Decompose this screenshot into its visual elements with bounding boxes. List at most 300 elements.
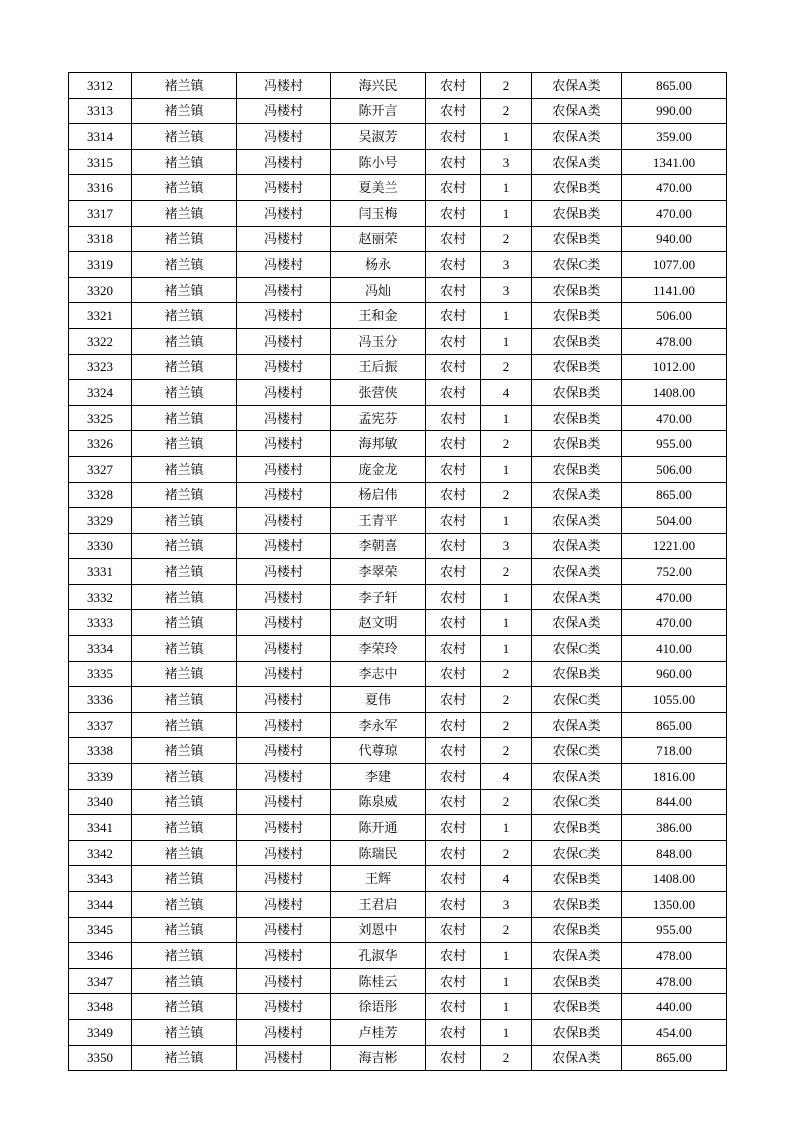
table-row bbox=[69, 738, 727, 764]
cell-person-count: 2 bbox=[481, 840, 532, 866]
cell-insurance-category: 农保A类 bbox=[532, 508, 622, 534]
cell-serial-number: 3341 bbox=[69, 815, 132, 841]
cell-person-count: 2 bbox=[481, 226, 532, 252]
cell-person-count: 3 bbox=[481, 892, 532, 918]
cell-person-count: 3 bbox=[481, 533, 532, 559]
cell-person-name: 杨永 bbox=[331, 252, 426, 278]
cell-insurance-category: 农保A类 bbox=[532, 764, 622, 790]
cell-person-name: 陈开言 bbox=[331, 98, 426, 124]
table-row bbox=[69, 508, 727, 534]
table-row bbox=[69, 277, 727, 303]
table-row bbox=[69, 968, 727, 994]
table-row bbox=[69, 584, 727, 610]
cell-residence-type: 农村 bbox=[426, 1045, 481, 1071]
cell-amount: 1816.00 bbox=[622, 764, 727, 790]
cell-person-name: 赵丽荣 bbox=[331, 226, 426, 252]
cell-amount: 955.00 bbox=[622, 917, 727, 943]
cell-amount: 1055.00 bbox=[622, 687, 727, 713]
cell-residence-type: 农村 bbox=[426, 328, 481, 354]
cell-residence-type: 农村 bbox=[426, 815, 481, 841]
table-row bbox=[69, 559, 727, 585]
cell-village: 冯楼村 bbox=[237, 687, 331, 713]
cell-village: 冯楼村 bbox=[237, 226, 331, 252]
cell-residence-type: 农村 bbox=[426, 277, 481, 303]
cell-person-name: 李朝喜 bbox=[331, 533, 426, 559]
cell-residence-type: 农村 bbox=[426, 124, 481, 150]
cell-town: 褚兰镇 bbox=[132, 764, 237, 790]
cell-amount: 865.00 bbox=[622, 712, 727, 738]
cell-town: 褚兰镇 bbox=[132, 994, 237, 1020]
cell-town: 褚兰镇 bbox=[132, 200, 237, 226]
cell-amount: 752.00 bbox=[622, 559, 727, 585]
table-row bbox=[69, 840, 727, 866]
cell-person-name: 海邦敏 bbox=[331, 431, 426, 457]
cell-person-count: 3 bbox=[481, 252, 532, 278]
table-row bbox=[69, 405, 727, 431]
cell-town: 褚兰镇 bbox=[132, 226, 237, 252]
cell-insurance-category: 农保B类 bbox=[532, 1019, 622, 1045]
cell-village: 冯楼村 bbox=[237, 124, 331, 150]
cell-person-name: 刘恩中 bbox=[331, 917, 426, 943]
table-row bbox=[69, 789, 727, 815]
cell-person-count: 1 bbox=[481, 200, 532, 226]
cell-serial-number: 3320 bbox=[69, 277, 132, 303]
cell-person-name: 夏美兰 bbox=[331, 175, 426, 201]
cell-town: 褚兰镇 bbox=[132, 508, 237, 534]
cell-person-count: 1 bbox=[481, 508, 532, 534]
cell-town: 褚兰镇 bbox=[132, 892, 237, 918]
cell-person-name: 吴淑芳 bbox=[331, 124, 426, 150]
cell-residence-type: 农村 bbox=[426, 533, 481, 559]
cell-town: 褚兰镇 bbox=[132, 917, 237, 943]
cell-serial-number: 3327 bbox=[69, 456, 132, 482]
cell-person-name: 王青平 bbox=[331, 508, 426, 534]
cell-town: 褚兰镇 bbox=[132, 533, 237, 559]
cell-residence-type: 农村 bbox=[426, 252, 481, 278]
cell-amount: 470.00 bbox=[622, 584, 727, 610]
cell-residence-type: 农村 bbox=[426, 456, 481, 482]
cell-residence-type: 农村 bbox=[426, 431, 481, 457]
cell-insurance-category: 农保A类 bbox=[532, 1045, 622, 1071]
cell-amount: 386.00 bbox=[622, 815, 727, 841]
table-row bbox=[69, 661, 727, 687]
cell-serial-number: 3344 bbox=[69, 892, 132, 918]
cell-town: 褚兰镇 bbox=[132, 456, 237, 482]
cell-serial-number: 3312 bbox=[69, 73, 132, 99]
table-row bbox=[69, 303, 727, 329]
cell-town: 褚兰镇 bbox=[132, 866, 237, 892]
cell-insurance-category: 农保B类 bbox=[532, 815, 622, 841]
cell-person-name: 海吉彬 bbox=[331, 1045, 426, 1071]
cell-town: 褚兰镇 bbox=[132, 431, 237, 457]
cell-village: 冯楼村 bbox=[237, 277, 331, 303]
cell-insurance-category: 农保B类 bbox=[532, 175, 622, 201]
cell-amount: 1221.00 bbox=[622, 533, 727, 559]
cell-amount: 440.00 bbox=[622, 994, 727, 1020]
cell-amount: 1408.00 bbox=[622, 866, 727, 892]
cell-town: 褚兰镇 bbox=[132, 943, 237, 969]
cell-person-name: 陈泉威 bbox=[331, 789, 426, 815]
cell-amount: 848.00 bbox=[622, 840, 727, 866]
cell-insurance-category: 农保A类 bbox=[532, 712, 622, 738]
cell-serial-number: 3337 bbox=[69, 712, 132, 738]
cell-amount: 410.00 bbox=[622, 636, 727, 662]
cell-person-count: 1 bbox=[481, 1019, 532, 1045]
cell-person-name: 陈瑞民 bbox=[331, 840, 426, 866]
cell-town: 褚兰镇 bbox=[132, 610, 237, 636]
pension-roster-table bbox=[68, 72, 727, 1071]
table-row bbox=[69, 124, 727, 150]
cell-residence-type: 农村 bbox=[426, 584, 481, 610]
table-row bbox=[69, 1019, 727, 1045]
cell-residence-type: 农村 bbox=[426, 968, 481, 994]
cell-residence-type: 农村 bbox=[426, 712, 481, 738]
cell-person-name: 冯灿 bbox=[331, 277, 426, 303]
cell-serial-number: 3318 bbox=[69, 226, 132, 252]
cell-village: 冯楼村 bbox=[237, 943, 331, 969]
table-row bbox=[69, 98, 727, 124]
cell-amount: 470.00 bbox=[622, 405, 727, 431]
cell-person-count: 2 bbox=[481, 73, 532, 99]
cell-amount: 470.00 bbox=[622, 610, 727, 636]
table-body bbox=[69, 73, 727, 1071]
table-row bbox=[69, 892, 727, 918]
table-row bbox=[69, 328, 727, 354]
cell-village: 冯楼村 bbox=[237, 892, 331, 918]
cell-residence-type: 农村 bbox=[426, 380, 481, 406]
cell-insurance-category: 农保B类 bbox=[532, 661, 622, 687]
cell-serial-number: 3322 bbox=[69, 328, 132, 354]
cell-amount: 940.00 bbox=[622, 226, 727, 252]
cell-serial-number: 3345 bbox=[69, 917, 132, 943]
cell-serial-number: 3325 bbox=[69, 405, 132, 431]
cell-residence-type: 农村 bbox=[426, 149, 481, 175]
cell-insurance-category: 农保A类 bbox=[532, 943, 622, 969]
table-row bbox=[69, 610, 727, 636]
cell-person-name: 王和金 bbox=[331, 303, 426, 329]
cell-person-count: 2 bbox=[481, 687, 532, 713]
cell-insurance-category: 农保A类 bbox=[532, 584, 622, 610]
cell-person-count: 2 bbox=[481, 712, 532, 738]
cell-residence-type: 农村 bbox=[426, 226, 481, 252]
cell-person-count: 2 bbox=[481, 917, 532, 943]
cell-amount: 1077.00 bbox=[622, 252, 727, 278]
cell-insurance-category: 农保C类 bbox=[532, 840, 622, 866]
cell-village: 冯楼村 bbox=[237, 866, 331, 892]
cell-town: 褚兰镇 bbox=[132, 1019, 237, 1045]
cell-person-count: 2 bbox=[481, 482, 532, 508]
cell-village: 冯楼村 bbox=[237, 200, 331, 226]
cell-person-count: 1 bbox=[481, 636, 532, 662]
cell-town: 褚兰镇 bbox=[132, 73, 237, 99]
table-row bbox=[69, 764, 727, 790]
cell-village: 冯楼村 bbox=[237, 764, 331, 790]
table-row bbox=[69, 73, 727, 99]
cell-person-count: 1 bbox=[481, 456, 532, 482]
cell-serial-number: 3316 bbox=[69, 175, 132, 201]
cell-person-count: 3 bbox=[481, 277, 532, 303]
cell-person-count: 3 bbox=[481, 149, 532, 175]
cell-insurance-category: 农保A类 bbox=[532, 559, 622, 585]
cell-village: 冯楼村 bbox=[237, 508, 331, 534]
cell-residence-type: 农村 bbox=[426, 866, 481, 892]
cell-person-name: 孔淑华 bbox=[331, 943, 426, 969]
cell-town: 褚兰镇 bbox=[132, 687, 237, 713]
cell-serial-number: 3342 bbox=[69, 840, 132, 866]
cell-serial-number: 3350 bbox=[69, 1045, 132, 1071]
cell-person-name: 张营侠 bbox=[331, 380, 426, 406]
cell-insurance-category: 农保B类 bbox=[532, 866, 622, 892]
cell-town: 褚兰镇 bbox=[132, 1045, 237, 1071]
cell-person-count: 4 bbox=[481, 866, 532, 892]
cell-town: 褚兰镇 bbox=[132, 252, 237, 278]
cell-serial-number: 3349 bbox=[69, 1019, 132, 1045]
cell-village: 冯楼村 bbox=[237, 840, 331, 866]
cell-town: 褚兰镇 bbox=[132, 482, 237, 508]
cell-serial-number: 3346 bbox=[69, 943, 132, 969]
cell-residence-type: 农村 bbox=[426, 73, 481, 99]
cell-insurance-category: 农保C类 bbox=[532, 252, 622, 278]
cell-amount: 1141.00 bbox=[622, 277, 727, 303]
cell-person-count: 1 bbox=[481, 175, 532, 201]
cell-person-name: 李翠荣 bbox=[331, 559, 426, 585]
cell-residence-type: 农村 bbox=[426, 559, 481, 585]
cell-village: 冯楼村 bbox=[237, 789, 331, 815]
cell-residence-type: 农村 bbox=[426, 994, 481, 1020]
cell-amount: 1012.00 bbox=[622, 354, 727, 380]
cell-serial-number: 3324 bbox=[69, 380, 132, 406]
table-row bbox=[69, 380, 727, 406]
cell-serial-number: 3329 bbox=[69, 508, 132, 534]
cell-residence-type: 农村 bbox=[426, 405, 481, 431]
cell-town: 褚兰镇 bbox=[132, 559, 237, 585]
cell-village: 冯楼村 bbox=[237, 661, 331, 687]
cell-serial-number: 3334 bbox=[69, 636, 132, 662]
cell-amount: 955.00 bbox=[622, 431, 727, 457]
cell-insurance-category: 农保A类 bbox=[532, 533, 622, 559]
cell-village: 冯楼村 bbox=[237, 815, 331, 841]
cell-town: 褚兰镇 bbox=[132, 303, 237, 329]
cell-insurance-category: 农保B类 bbox=[532, 968, 622, 994]
cell-person-name: 闫玉梅 bbox=[331, 200, 426, 226]
cell-person-name: 王后振 bbox=[331, 354, 426, 380]
cell-person-count: 1 bbox=[481, 968, 532, 994]
cell-person-count: 4 bbox=[481, 380, 532, 406]
table-row bbox=[69, 917, 727, 943]
cell-village: 冯楼村 bbox=[237, 482, 331, 508]
cell-serial-number: 3319 bbox=[69, 252, 132, 278]
cell-village: 冯楼村 bbox=[237, 917, 331, 943]
table-row bbox=[69, 175, 727, 201]
cell-insurance-category: 农保B类 bbox=[532, 226, 622, 252]
cell-person-count: 2 bbox=[481, 738, 532, 764]
cell-person-count: 2 bbox=[481, 431, 532, 457]
cell-person-name: 陈小号 bbox=[331, 149, 426, 175]
cell-village: 冯楼村 bbox=[237, 1019, 331, 1045]
cell-village: 冯楼村 bbox=[237, 252, 331, 278]
cell-insurance-category: 农保A类 bbox=[532, 124, 622, 150]
table-row bbox=[69, 149, 727, 175]
cell-amount: 504.00 bbox=[622, 508, 727, 534]
cell-serial-number: 3348 bbox=[69, 994, 132, 1020]
table-row bbox=[69, 866, 727, 892]
cell-person-count: 1 bbox=[481, 943, 532, 969]
cell-village: 冯楼村 bbox=[237, 380, 331, 406]
cell-insurance-category: 农保A类 bbox=[532, 98, 622, 124]
cell-person-name: 陈开通 bbox=[331, 815, 426, 841]
cell-town: 褚兰镇 bbox=[132, 380, 237, 406]
cell-serial-number: 3315 bbox=[69, 149, 132, 175]
cell-residence-type: 农村 bbox=[426, 789, 481, 815]
cell-village: 冯楼村 bbox=[237, 405, 331, 431]
cell-town: 褚兰镇 bbox=[132, 840, 237, 866]
cell-residence-type: 农村 bbox=[426, 687, 481, 713]
cell-person-count: 1 bbox=[481, 584, 532, 610]
table-row bbox=[69, 456, 727, 482]
cell-amount: 1408.00 bbox=[622, 380, 727, 406]
cell-amount: 844.00 bbox=[622, 789, 727, 815]
cell-amount: 506.00 bbox=[622, 303, 727, 329]
cell-person-name: 海兴民 bbox=[331, 73, 426, 99]
cell-serial-number: 3331 bbox=[69, 559, 132, 585]
cell-village: 冯楼村 bbox=[237, 968, 331, 994]
cell-residence-type: 农村 bbox=[426, 943, 481, 969]
cell-amount: 1350.00 bbox=[622, 892, 727, 918]
cell-residence-type: 农村 bbox=[426, 610, 481, 636]
cell-town: 褚兰镇 bbox=[132, 328, 237, 354]
table-row bbox=[69, 994, 727, 1020]
cell-serial-number: 3340 bbox=[69, 789, 132, 815]
cell-village: 冯楼村 bbox=[237, 431, 331, 457]
cell-town: 褚兰镇 bbox=[132, 636, 237, 662]
cell-town: 褚兰镇 bbox=[132, 815, 237, 841]
cell-person-name: 徐语彤 bbox=[331, 994, 426, 1020]
cell-person-count: 1 bbox=[481, 303, 532, 329]
cell-town: 褚兰镇 bbox=[132, 149, 237, 175]
cell-insurance-category: 农保B类 bbox=[532, 994, 622, 1020]
cell-insurance-category: 农保C类 bbox=[532, 789, 622, 815]
cell-person-name: 代尊琼 bbox=[331, 738, 426, 764]
cell-person-count: 4 bbox=[481, 764, 532, 790]
cell-village: 冯楼村 bbox=[237, 354, 331, 380]
cell-town: 褚兰镇 bbox=[132, 124, 237, 150]
table-row bbox=[69, 687, 727, 713]
cell-village: 冯楼村 bbox=[237, 73, 331, 99]
cell-amount: 470.00 bbox=[622, 175, 727, 201]
table-row bbox=[69, 533, 727, 559]
cell-village: 冯楼村 bbox=[237, 328, 331, 354]
cell-person-count: 1 bbox=[481, 610, 532, 636]
cell-town: 褚兰镇 bbox=[132, 661, 237, 687]
cell-person-count: 2 bbox=[481, 98, 532, 124]
cell-residence-type: 农村 bbox=[426, 175, 481, 201]
cell-town: 褚兰镇 bbox=[132, 354, 237, 380]
cell-insurance-category: 农保C类 bbox=[532, 738, 622, 764]
cell-town: 褚兰镇 bbox=[132, 98, 237, 124]
cell-person-name: 李志中 bbox=[331, 661, 426, 687]
cell-residence-type: 农村 bbox=[426, 508, 481, 534]
cell-residence-type: 农村 bbox=[426, 354, 481, 380]
cell-amount: 865.00 bbox=[622, 73, 727, 99]
cell-insurance-category: 农保B类 bbox=[532, 380, 622, 406]
cell-residence-type: 农村 bbox=[426, 1019, 481, 1045]
cell-town: 褚兰镇 bbox=[132, 277, 237, 303]
table-row bbox=[69, 252, 727, 278]
cell-amount: 454.00 bbox=[622, 1019, 727, 1045]
cell-village: 冯楼村 bbox=[237, 610, 331, 636]
cell-insurance-category: 农保B类 bbox=[532, 303, 622, 329]
cell-village: 冯楼村 bbox=[237, 738, 331, 764]
cell-residence-type: 农村 bbox=[426, 840, 481, 866]
cell-village: 冯楼村 bbox=[237, 994, 331, 1020]
cell-village: 冯楼村 bbox=[237, 712, 331, 738]
cell-insurance-category: 农保B类 bbox=[532, 917, 622, 943]
cell-amount: 865.00 bbox=[622, 1045, 727, 1071]
cell-amount: 718.00 bbox=[622, 738, 727, 764]
cell-serial-number: 3332 bbox=[69, 584, 132, 610]
cell-serial-number: 3317 bbox=[69, 200, 132, 226]
cell-village: 冯楼村 bbox=[237, 584, 331, 610]
table-row bbox=[69, 943, 727, 969]
cell-serial-number: 3330 bbox=[69, 533, 132, 559]
cell-town: 褚兰镇 bbox=[132, 584, 237, 610]
cell-amount: 960.00 bbox=[622, 661, 727, 687]
cell-residence-type: 农村 bbox=[426, 661, 481, 687]
cell-town: 褚兰镇 bbox=[132, 738, 237, 764]
cell-person-count: 1 bbox=[481, 124, 532, 150]
cell-insurance-category: 农保A类 bbox=[532, 482, 622, 508]
cell-residence-type: 农村 bbox=[426, 200, 481, 226]
cell-person-name: 夏伟 bbox=[331, 687, 426, 713]
cell-village: 冯楼村 bbox=[237, 559, 331, 585]
cell-residence-type: 农村 bbox=[426, 892, 481, 918]
cell-amount: 1341.00 bbox=[622, 149, 727, 175]
cell-insurance-category: 农保A类 bbox=[532, 610, 622, 636]
cell-person-name: 冯玉分 bbox=[331, 328, 426, 354]
cell-village: 冯楼村 bbox=[237, 175, 331, 201]
cell-person-name: 卢桂芳 bbox=[331, 1019, 426, 1045]
cell-amount: 359.00 bbox=[622, 124, 727, 150]
cell-residence-type: 农村 bbox=[426, 738, 481, 764]
cell-person-count: 2 bbox=[481, 559, 532, 585]
cell-serial-number: 3314 bbox=[69, 124, 132, 150]
cell-serial-number: 3343 bbox=[69, 866, 132, 892]
cell-village: 冯楼村 bbox=[237, 636, 331, 662]
cell-person-name: 杨启伟 bbox=[331, 482, 426, 508]
table-row bbox=[69, 712, 727, 738]
cell-insurance-category: 农保B类 bbox=[532, 431, 622, 457]
cell-amount: 865.00 bbox=[622, 482, 727, 508]
table-row bbox=[69, 200, 727, 226]
cell-person-count: 1 bbox=[481, 328, 532, 354]
cell-insurance-category: 农保A类 bbox=[532, 73, 622, 99]
cell-village: 冯楼村 bbox=[237, 149, 331, 175]
cell-insurance-category: 农保B类 bbox=[532, 200, 622, 226]
cell-person-name: 李荣玲 bbox=[331, 636, 426, 662]
cell-serial-number: 3335 bbox=[69, 661, 132, 687]
table-row bbox=[69, 482, 727, 508]
cell-serial-number: 3328 bbox=[69, 482, 132, 508]
cell-person-count: 2 bbox=[481, 1045, 532, 1071]
cell-amount: 478.00 bbox=[622, 968, 727, 994]
cell-amount: 470.00 bbox=[622, 200, 727, 226]
table-row bbox=[69, 1045, 727, 1071]
cell-residence-type: 农村 bbox=[426, 303, 481, 329]
cell-serial-number: 3313 bbox=[69, 98, 132, 124]
cell-person-count: 2 bbox=[481, 661, 532, 687]
cell-person-name: 李永军 bbox=[331, 712, 426, 738]
cell-serial-number: 3333 bbox=[69, 610, 132, 636]
